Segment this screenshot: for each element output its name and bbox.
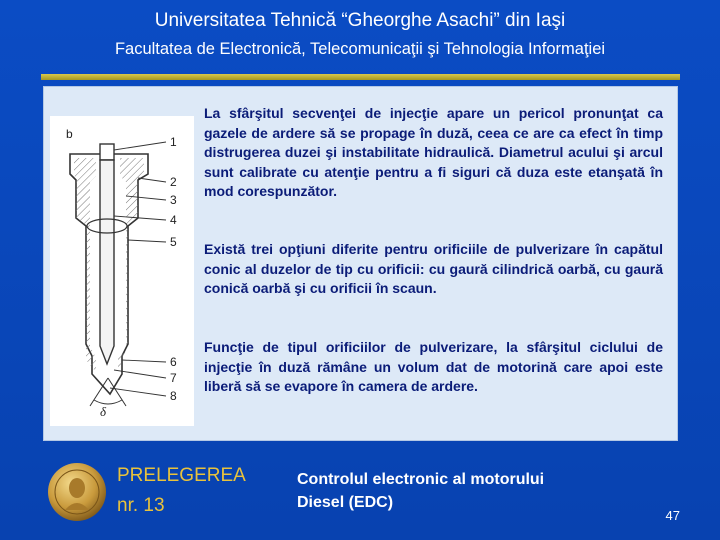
faculty-title: Facultatea de Electronică, Telecomunicaţii şi Tehnologia Informaţiei — [114, 40, 606, 58]
spray-angle-arc — [94, 400, 122, 404]
injector-nozzle-diagram — [50, 116, 194, 426]
lecture-number: nr. 13 — [117, 495, 165, 516]
callout-6: 6 — [170, 355, 177, 369]
body-paragraph-3: Funcţie de tipul orificiilor de pulverizare, la sfârşitul ciclului de injecţie în duză rămâne un volum dat de motorină care apoi este liberă să se evapore în camera de ardere. — [204, 339, 663, 394]
university-seal-logo — [47, 462, 107, 522]
title-divider — [41, 74, 680, 80]
page-number: 47 — [665, 508, 680, 523]
body-paragraph-1: La sfârşitul secvenţei de injecţie apare un pericol pronunţat ca gazele de ardere să se propage în duză, ceea ce are ca efect în timp distrugerea duzei şi instabilitate hidraulică. Diametrul acului şi arcul sunt calibrate cu atenţie pentru a fi siguri că duza este etanşată în mod corespunzător. — [204, 105, 663, 199]
course-title — [297, 468, 544, 514]
callout-2: 2 — [170, 175, 177, 189]
callout-3: 3 — [170, 193, 177, 207]
body-paragraph-2: Există trei opţiuni diferite pentru orificiile de pulverizare în capătul conic al duzelor de tip cu orificii: cu gaură cilindrică oarbă, cu gaură conică oarbă şi cu orificii în scaun. — [204, 241, 663, 296]
callout-1: 1 — [170, 135, 177, 149]
callout-4: 4 — [170, 213, 177, 227]
diagram-panel-label: b — [66, 127, 73, 141]
course-title-line-2: Diesel (EDC) — [297, 494, 394, 511]
callout-5: 5 — [170, 235, 177, 249]
needle-shaft — [100, 160, 114, 364]
needle-head — [100, 144, 114, 160]
callout-8: 8 — [170, 389, 177, 403]
callout-7: 7 — [170, 371, 177, 385]
course-title-line-1: Controlul electronic al motorului — [297, 471, 545, 488]
spray-angle-label: δ — [100, 404, 107, 419]
lecture-label — [117, 461, 246, 521]
university-title: Universitatea Tehnică “Gheorghe Asachi” din Iaşi — [154, 10, 566, 31]
lecture-title: PRELEGEREA — [117, 465, 246, 486]
